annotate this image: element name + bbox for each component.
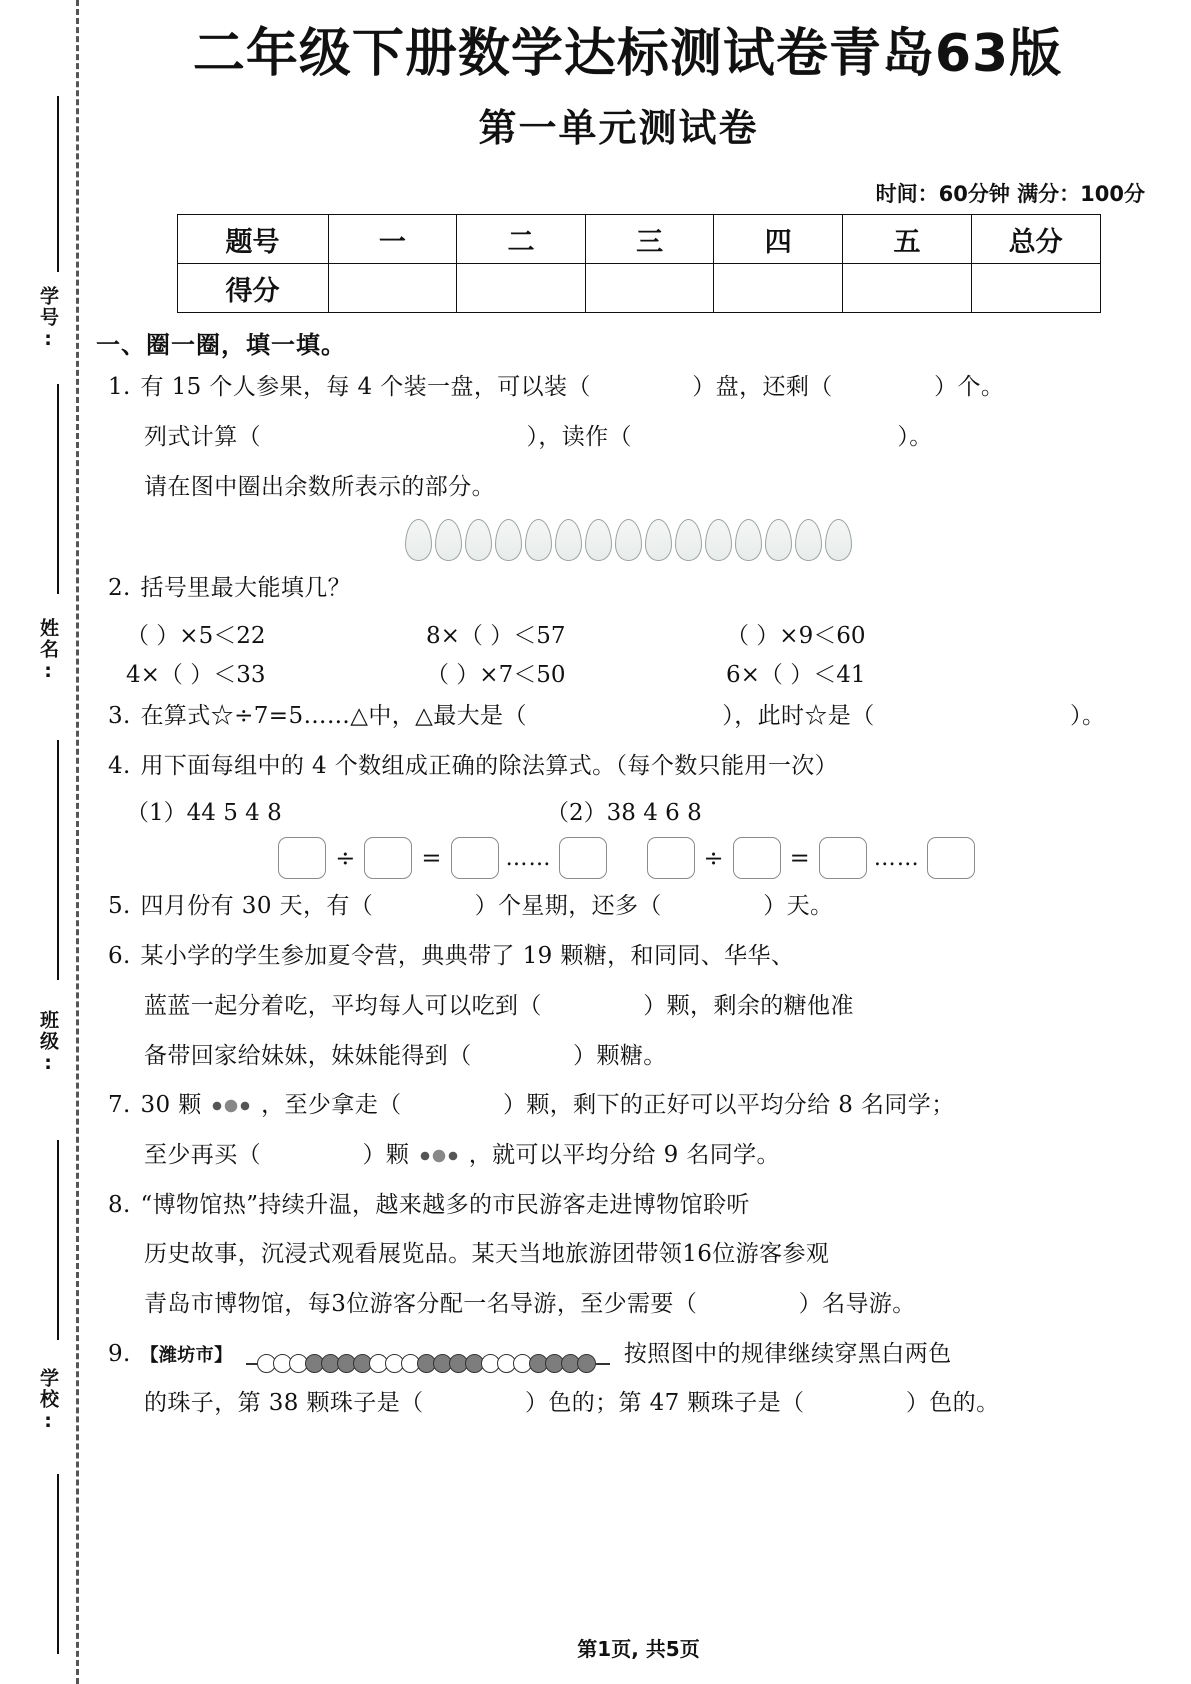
exam-meta: 时间：60分钟 满分：100分: [875, 182, 1145, 207]
score-col-2: 二: [457, 215, 586, 264]
score-col-4: 四: [714, 215, 843, 264]
question-2-row-1: [126, 617, 1191, 650]
candy-icon-1: [210, 1097, 252, 1115]
question-7-line1b: ，至少拿走（: [261, 1092, 402, 1119]
equation-5[interactable]: （ ）×7＜50: [426, 662, 566, 689]
seed-icon[interactable]: [435, 519, 462, 561]
question-1-number: 1.: [108, 374, 131, 401]
question-5-text-a: 四月份有 30 天，有（: [140, 893, 374, 920]
strand-tail-right: [596, 1363, 610, 1365]
question-6-number: 6.: [108, 943, 131, 970]
page-title: 二年级下册数学达标测试卷青岛63版: [192, 24, 1063, 84]
divide-symbol-2: ÷: [703, 844, 724, 873]
question-3-text-a: 在算式☆÷7=5……△中，△最大是（: [140, 703, 527, 730]
question-2-prompt: 括号里最大能填几？: [140, 575, 352, 602]
question-6-line3a: 备带回家给妹妹，妹妹能得到（: [144, 1042, 472, 1069]
question-9-line2b: ）色的；第 47 颗珠子是（: [524, 1390, 805, 1417]
question-7-line2a: 至少再买（: [144, 1141, 261, 1168]
question-5-text-b: ）个星期，还多（: [474, 893, 662, 920]
margin-rule-2: [57, 384, 59, 594]
question-2-row-2: [126, 656, 1191, 689]
answer-box-7[interactable]: [819, 837, 867, 879]
question-6: [108, 935, 1191, 979]
equals-symbol-1: =: [421, 844, 442, 873]
question-1-line3: 请在图中圈出余数所表示的部分。: [144, 473, 495, 500]
seed-icon[interactable]: [615, 519, 642, 561]
seed-icon[interactable]: [735, 519, 762, 561]
question-3-number: 3.: [108, 703, 131, 730]
question-8-line2: 历史故事，沉浸式观看展览品。某天当地旅游团带领16位游客参观: [144, 1241, 830, 1268]
seed-icon[interactable]: [645, 519, 672, 561]
question-6-line3: [144, 1035, 1191, 1079]
question-4-groups: [126, 794, 1191, 827]
seed-icon[interactable]: [675, 519, 702, 561]
question-9-number: 9.: [108, 1340, 131, 1367]
question-4-number: 4.: [108, 752, 131, 779]
seed-illustration: [86, 519, 1191, 561]
section-heading: 一、圈一圈，填一填。: [96, 331, 346, 360]
equals-symbol-2: =: [789, 844, 810, 873]
question-6-line3b: ）颗糖。: [573, 1042, 667, 1069]
city-tag: 【潍坊市】: [140, 1344, 233, 1366]
bead-black-icon: [577, 1354, 596, 1373]
question-8-line3: [144, 1283, 1191, 1327]
margin-rule-1: [57, 96, 59, 272]
score-table: [177, 214, 1101, 313]
question-7-line1a: 30 颗: [140, 1092, 202, 1119]
question-6-line2b: ）颗，剩余的糖他准: [643, 992, 854, 1019]
bead-pattern-illustration: [246, 1354, 610, 1373]
seed-icon[interactable]: [765, 519, 792, 561]
question-3: [108, 695, 1191, 739]
box-group-1: [278, 837, 606, 879]
question-2: [108, 567, 1191, 611]
question-2-number: 2.: [108, 575, 131, 602]
equation-1[interactable]: （ ）×5＜22: [126, 623, 266, 650]
question-7-number: 7.: [108, 1092, 131, 1119]
score-cell-3[interactable]: [585, 264, 714, 313]
seed-icon[interactable]: [495, 519, 522, 561]
question-9: [108, 1333, 1191, 1377]
question-1-line2: [144, 416, 1191, 460]
question-6-line2a: 蓝蓝一起分着吃，平均每人可以吃到（: [144, 992, 542, 1019]
question-6-line1: 某小学的学生参加夏令营，典典带了 19 颗糖，和同同、华华、: [140, 943, 795, 970]
answer-box-2[interactable]: [364, 837, 412, 879]
student-name-label: 姓名:: [37, 618, 59, 684]
page-footer: 第1页, 共5页: [577, 1637, 700, 1661]
question-9-line2c: ）色的。: [905, 1390, 1000, 1417]
question-4-answer-boxes: [86, 837, 1191, 879]
score-col-1: 一: [328, 215, 457, 264]
equation-4[interactable]: 4×（ ）＜33: [126, 662, 266, 689]
margin-rule-5: [57, 1474, 59, 1654]
school-label: 学校:: [37, 1368, 59, 1434]
answer-box-1[interactable]: [278, 837, 326, 879]
question-4-group-2-label: （2）38 4 6 8: [546, 800, 702, 827]
question-8-line3a: 青岛市博物馆，每3位游客分配一名导游，至少需要（: [144, 1290, 698, 1317]
candy-icon-2: [418, 1147, 460, 1165]
question-9-line2a: 的珠子，第 38 颗珠子是（: [144, 1390, 424, 1417]
answer-box-4[interactable]: [559, 837, 607, 879]
equation-2[interactable]: 8×（ ）＜57: [426, 623, 566, 650]
question-1-line2a: 列式计算（: [144, 424, 261, 451]
score-cell-1[interactable]: [328, 264, 457, 313]
question-5-number: 5.: [108, 893, 131, 920]
score-col-5: 五: [843, 215, 972, 264]
question-1: [108, 366, 1191, 410]
question-7: [108, 1084, 1191, 1128]
remainder-dots-1: ……: [505, 845, 552, 871]
question-1-line1a: 有 15 个人参果，每 4 个装一盘，可以装（: [140, 374, 591, 401]
question-8-line1: “博物馆热”持续升温，越来越多的市民游客走进博物馆聆听: [140, 1191, 750, 1218]
question-7-line1c: ）颗，剩下的正好可以平均分给 8 名同学；: [502, 1092, 955, 1119]
question-1-line2b: ），读作（: [526, 424, 632, 451]
equation-6[interactable]: 6×（ ）＜41: [726, 662, 866, 689]
score-cell-2[interactable]: [457, 264, 586, 313]
box-group-2: [647, 837, 975, 879]
seed-icon[interactable]: [825, 519, 852, 561]
question-8-line3b: ）名导游。: [798, 1290, 916, 1317]
score-cell-4[interactable]: [714, 264, 843, 313]
question-5: [108, 885, 1191, 929]
seed-icon[interactable]: [405, 519, 432, 561]
question-3-text-b: ），此时☆是（: [722, 703, 875, 730]
score-cell-total[interactable]: [971, 264, 1100, 313]
page-subtitle: 第一单元测试卷: [478, 106, 759, 151]
question-9-line2: [144, 1382, 1191, 1426]
score-cell-5[interactable]: [843, 264, 972, 313]
divide-symbol-1: ÷: [335, 844, 356, 873]
score-col-total: 总分: [971, 215, 1100, 264]
question-7-line2b: ）颗: [362, 1141, 410, 1168]
score-row-label-0: 题号: [177, 215, 328, 264]
student-id-label: 学号:: [37, 286, 59, 352]
tear-off-dashed-line: [76, 0, 79, 1684]
answer-box-8[interactable]: [927, 837, 975, 879]
question-9-line1-after: 按照图中的规律继续穿黑白两色: [623, 1340, 952, 1367]
question-3-text-c: ）。: [1070, 703, 1106, 730]
table-row-header: [177, 215, 1100, 264]
question-8-number: 8.: [108, 1191, 131, 1218]
score-row-label-1: 得分: [177, 264, 328, 313]
remainder-dots-2: ……: [873, 845, 920, 871]
seed-icon[interactable]: [705, 519, 732, 561]
question-7-line2c: ，就可以平均分给 9 名同学。: [468, 1141, 780, 1168]
question-1-line2c: ）。: [897, 424, 933, 451]
score-col-3: 三: [585, 215, 714, 264]
question-5-text-c: ）天。: [763, 893, 834, 920]
question-4-prompt: 用下面每组中的 4 个数组成正确的除法算式。（每个数只能用一次）: [140, 752, 839, 779]
margin-rule-3: [57, 740, 59, 980]
seed-icon[interactable]: [525, 519, 552, 561]
margin-rule-4: [57, 1140, 59, 1340]
question-4-group-1-label: （1）44 5 4 8: [126, 800, 282, 827]
question-6-line2: [144, 985, 1191, 1029]
left-margin-strip: [0, 0, 86, 1684]
class-label: 班级:: [37, 1010, 59, 1076]
question-7-line2: [144, 1134, 1191, 1178]
equation-3[interactable]: （ ）×9＜60: [726, 623, 866, 650]
answer-box-5[interactable]: [647, 837, 695, 879]
exam-page: [86, 0, 1191, 1684]
question-8: [108, 1184, 1191, 1228]
question-1-line1b: ）盘，还剩（: [692, 374, 833, 401]
answer-box-3[interactable]: [451, 837, 499, 879]
answer-box-6[interactable]: [733, 837, 781, 879]
question-1-line1c: ）个。: [934, 374, 1005, 401]
table-row-scores: [177, 264, 1100, 313]
seed-icon[interactable]: [465, 519, 492, 561]
seed-icon[interactable]: [795, 519, 822, 561]
seed-icon[interactable]: [585, 519, 612, 561]
seed-icon[interactable]: [555, 519, 582, 561]
question-4: [108, 745, 1191, 789]
